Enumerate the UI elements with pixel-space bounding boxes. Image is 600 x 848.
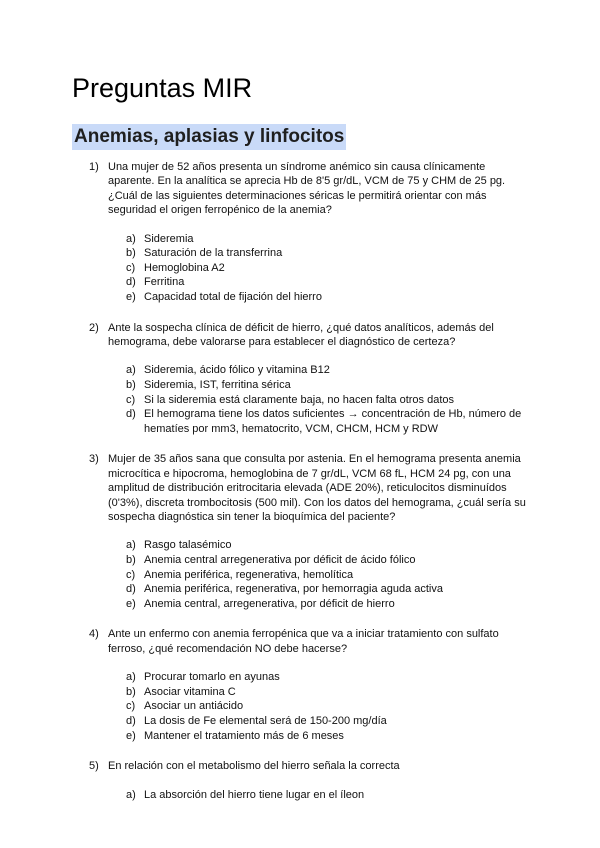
option-text: Rasgo talasémico <box>144 539 232 552</box>
answer-option <box>0 699 600 714</box>
answer-options <box>0 232 600 305</box>
answer-option <box>0 685 600 700</box>
option-text: Asociar un antiácido <box>144 700 244 713</box>
question-number: 2) <box>89 321 99 334</box>
answer-option <box>0 670 600 685</box>
question-text: Ante un enfermo con anemia ferropénica que va a iniciar tratamiento con sulfato ferroso, ¿qué recomendación NO debe hacerse? <box>108 628 499 655</box>
option-text: Anemia central arregenerativa por déficit de ácido fólico <box>144 554 416 566</box>
option-letter: c) <box>126 700 136 713</box>
answer-options <box>0 363 600 436</box>
question-1 <box>0 160 600 305</box>
option-text: Anemia periférica, regenerativa, por hemorragia aguda activa <box>144 583 443 596</box>
answer-option <box>0 568 600 583</box>
option-letter: d) <box>126 276 136 289</box>
answer-option <box>0 290 600 305</box>
question-text: En relación con el metabolismo del hierro señala la correcta <box>108 760 400 773</box>
answer-option <box>0 246 600 261</box>
question-2 <box>0 321 600 437</box>
option-letter: d) <box>126 408 136 421</box>
option-letter: a) <box>126 788 136 801</box>
option-text: La absorción del hierro tiene lugar en el íleon <box>144 788 365 801</box>
answer-option <box>0 261 600 276</box>
answer-option <box>0 714 600 729</box>
option-text: Ferritina <box>144 276 185 289</box>
option-letter: a) <box>126 364 136 377</box>
question-number: 5) <box>89 760 99 773</box>
question-3 <box>0 452 600 611</box>
option-letter: b) <box>126 685 136 698</box>
option-text: Sideremia <box>144 232 194 245</box>
section-heading: Anemias, aplasias y linfocitos <box>72 124 346 150</box>
option-letter: c) <box>126 568 136 581</box>
answer-option <box>0 582 600 597</box>
option-text: Asociar vitamina C <box>144 685 236 698</box>
option-letter: a) <box>126 232 136 245</box>
answer-option <box>0 232 600 247</box>
option-letter: e) <box>126 597 136 610</box>
option-text: Mantener el tratamiento más de 6 meses <box>144 729 344 742</box>
answer-option <box>0 393 600 408</box>
question-number: 4) <box>89 628 99 641</box>
question-list <box>0 160 600 818</box>
option-letter: e) <box>126 291 136 303</box>
option-letter: d) <box>126 714 136 727</box>
option-text: Sideremia, ácido fólico y vitamina B12 <box>144 364 330 377</box>
option-letter: a) <box>126 671 136 684</box>
answer-option <box>0 363 600 378</box>
option-text: Si la sideremia está claramente baja, no hacen falta otros datos <box>144 393 455 406</box>
option-text: La dosis de Fe elemental será de 150-200 mg/día <box>144 714 387 727</box>
option-text: Capacidad total de fijación del hierro <box>144 291 322 303</box>
option-letter: a) <box>126 539 136 552</box>
option-text: El hemograma tiene los datos suficientes → concentración de Hb, número de hematíes por mm3, hematocrito, VCM, CHCM, HCM y RDW <box>144 408 522 435</box>
answer-option <box>0 788 600 803</box>
answer-option <box>0 275 600 290</box>
question-text: Mujer de 35 años sana que consulta por astenia. En el hemograma presenta anemia microcítica e hipocroma, hemoglobina de 7 gr/dL, VCM 68 fL, HCM 24 pg, con una amplitud de distribución eritrocitaria elevada (ADE 20%), reticulocitos disminuídos (0'3%), discreta trombocitosis (500 mil). Con los datos del hemograma, ¿cuál sería su sospecha diagnóstica sin tener la bioquímica del paciente? <box>108 453 526 523</box>
answer-option <box>0 729 600 744</box>
option-letter: d) <box>126 583 136 596</box>
question-text: Ante la sospecha clínica de déficit de hierro, ¿qué datos analíticos, además del hemograma, debe valorarse para establecer el diagnóstico de certeza? <box>108 321 494 348</box>
answer-options <box>0 538 600 611</box>
question-text: Una mujer de 52 años presenta un síndrome anémico sin causa clínicamente aparente. En la analítica se aprecia Hb de 8'5 gr/dL, VCM de 75 y CHM de 25 pg. ¿Cuál de las siguientes determinaciones séricas le permitirá orientar con más seguridad el origen ferropénico de la anemia? <box>108 161 506 217</box>
option-text: Anemia central, arregenerativa, por déficit de hierro <box>144 597 395 610</box>
document-title: Preguntas MIR <box>72 73 253 103</box>
answer-options <box>0 670 600 743</box>
answer-option <box>0 538 600 553</box>
option-letter: e) <box>126 729 136 742</box>
question-number: 3) <box>89 453 99 466</box>
option-text: Hemoglobina A2 <box>144 261 225 274</box>
option-letter: b) <box>126 247 136 260</box>
question-5 <box>0 759 600 802</box>
option-letter: c) <box>126 261 136 274</box>
answer-option <box>0 597 600 612</box>
answer-options <box>0 788 600 803</box>
question-4 <box>0 627 600 743</box>
answer-option <box>0 553 600 568</box>
option-text: Sideremia, IST, ferritina sérica <box>144 379 291 391</box>
option-letter: b) <box>126 379 136 391</box>
question-number: 1) <box>89 161 99 173</box>
option-letter: b) <box>126 554 136 566</box>
option-text: Anemia periférica, regenerativa, hemolítica <box>144 568 354 581</box>
answer-option <box>0 407 600 436</box>
option-text: Saturación de la transferrina <box>144 247 283 260</box>
answer-option <box>0 378 600 393</box>
option-letter: c) <box>126 393 136 406</box>
option-text: Procurar tomarlo en ayunas <box>144 671 280 684</box>
